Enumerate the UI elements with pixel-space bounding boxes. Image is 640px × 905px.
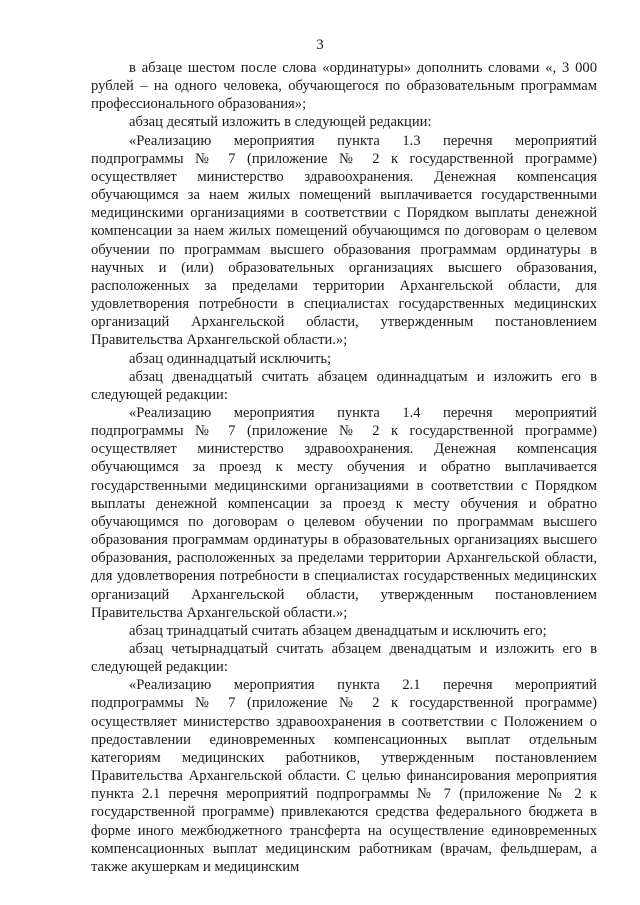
paragraph-3: «Реализацию мероприятия пункта 1.3 перечня мероприятий подпрограммы № 7 (приложение № 2 к государственной программе) осуществляет министерство здравоохранения. Денежная компенсация обучающимся за наем жилых помещений выплачивается государственными медицинскими организациями в соответствии с Порядком выплаты денежной компенсации за наем жилых помещений обучающимся по договорам о целевом обучении по программам высшего образования программам ординатуры в научных и (или) образовательных организациях высшего образования, расположенных за пределами территории Архангельской области, для удовлетворения потребности в специалистах государственных медицинских организаций Архангельской области, утвержденным постановлением Правительства Архангельской области.»; [91,132,597,349]
document-body [91,59,597,876]
paragraph-9: «Реализацию мероприятия пункта 2.1 перечня мероприятий подпрограммы № 7 (приложение № 2 к государственной программе) осуществляет министерство здравоохранения в соответствии с Положением о предоставлении единовременных компенсационных выплат отдельным категориям медицинских работников, утвержденным постановлением Правительства Архангельской области. С целью финансирования мероприятия пункта 2.1 перечня мероприятий подпрограммы № 7 (приложение № 2 к государственной программе) привлекаются средства федерального бюджета в форме иного межбюджетного трансферта на осуществление единовременных компенсационных выплат медицинским работникам (врачам, фельдшерам, а также акушеркам и медицинским [91,677,597,875]
paragraph-4: абзац одиннадцатый исключить; [129,350,332,367]
page-number: 3 [316,37,324,53]
paragraph-8: абзац четырнадцатый считать абзацем двенадцатым и изложить его в следующей редакции: [91,641,597,676]
paragraph-6: «Реализацию мероприятия пункта 1.4 перечня мероприятий подпрограммы № 7 (приложение № 2 к государственной программе) осуществляет министерство здравоохранения. Денежная компенсация обучающимся за проезд к месту обучения и обратно выплачивается государственными медицинскими организациями в соответствии с Порядком выплаты денежной компенсации за проезд к месту обучения и обратно обучающимся по договорам о целевом обучении по программам высшего образования программам ординатуры в образовательных организациях высшего образования, расположенных за пределами территории Архангельской области, для удовлетворения потребности в специалистах государственных медицинских организаций Архангельской области, утвержденным постановлением Правительства Архангельской области.»; [91,404,597,621]
paragraph-1: в абзаце шестом после слова «ординатуры» дополнить словами «, 3 000 рублей – на одного человека, обучающегося по образовательным программам профессионального образования»; [91,60,597,113]
paragraph-5: абзац двенадцатый считать абзацем одиннадцатым и изложить его в следующей редакции: [91,368,597,403]
paragraph-2: абзац десятый изложить в следующей редакции: [129,114,432,131]
paragraph-7: абзац тринадцатый считать абзацем двенадцатым и исключить его; [129,622,547,639]
